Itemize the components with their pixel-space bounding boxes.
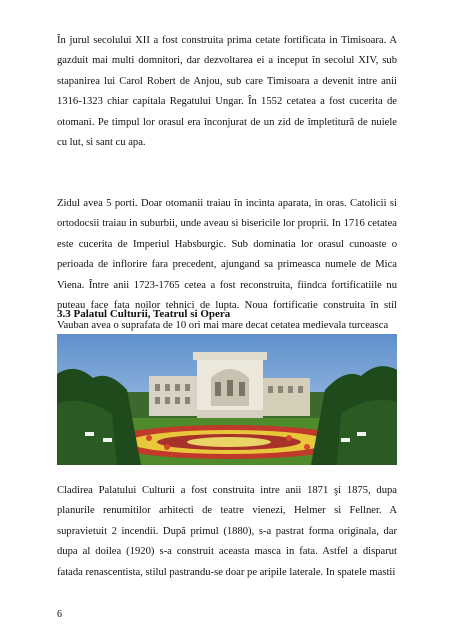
paragraph-palace-of-culture: Cladirea Palatului Culturii a fost construita intre anii 1871 şi 1875, dupa planurile renumitilor arhitecti de teatre vienezi, Helmer si Fellner. A supravietuit 2 incendii. După primul (1880), s-a pastrat forma originala, dar dupa al doilea (1920) s-a construit aceasta masca in fata. Astfel a disparut fatada renascentista, stilul pastrandu-se doar pe aripile laterale. In spatele mastii <box>57 485 397 578</box>
page-number: 6 <box>57 609 62 620</box>
side-building-left <box>149 376 199 416</box>
opera-house-photo-illustration <box>57 334 397 465</box>
paragraph-habsburg-fortress: Zidul avea 5 porti. Doar otomanii traiau în incinta aparata, in oras. Catolicii si ortodocsii traiau in suburbii, unde aveau si bisericile lor proprii. In 1716 cetatea este cucerita de Imperiul Habsburgic. Sub dominatia lor orasul cunoaste o perioada de inflorire fara precedent, ajungand sa primeasca numele de Mica Viena. Între anii 1723-1765 cetea a fost reconstruita, fiindca fortificatiile nu puteau face fata noilor tehnici de lupta. Noua fortificatie construita în stil Vauban avea o suprafata de 10 ori mai mare decat cetatea medievala turceasca <box>57 198 397 332</box>
section-heading: 3.3 Palatul Culturii, Teatrul si Opera <box>57 308 231 320</box>
opera-house-photo <box>57 334 397 465</box>
side-building-right <box>262 378 310 416</box>
paragraph-medieval-fortress: În jurul secolului XII a fost construita prima cetate fortificata in Timisoara. A gazduit mai multi domnitori, dar dezvoltarea ei a inceput în secolul XIV, sub stapanirea lui Carol Robert de Anjou, sub care Timisoara a devenit intre anii 1316-1323 chiar capitala Regatului Ungar. În 1552 cetatea a fost cucerita de otomani. Pe timpul lor orasul era înconjurat de un zid de împletitură de nuiele cu lut, si sant cu apa. <box>57 35 397 149</box>
